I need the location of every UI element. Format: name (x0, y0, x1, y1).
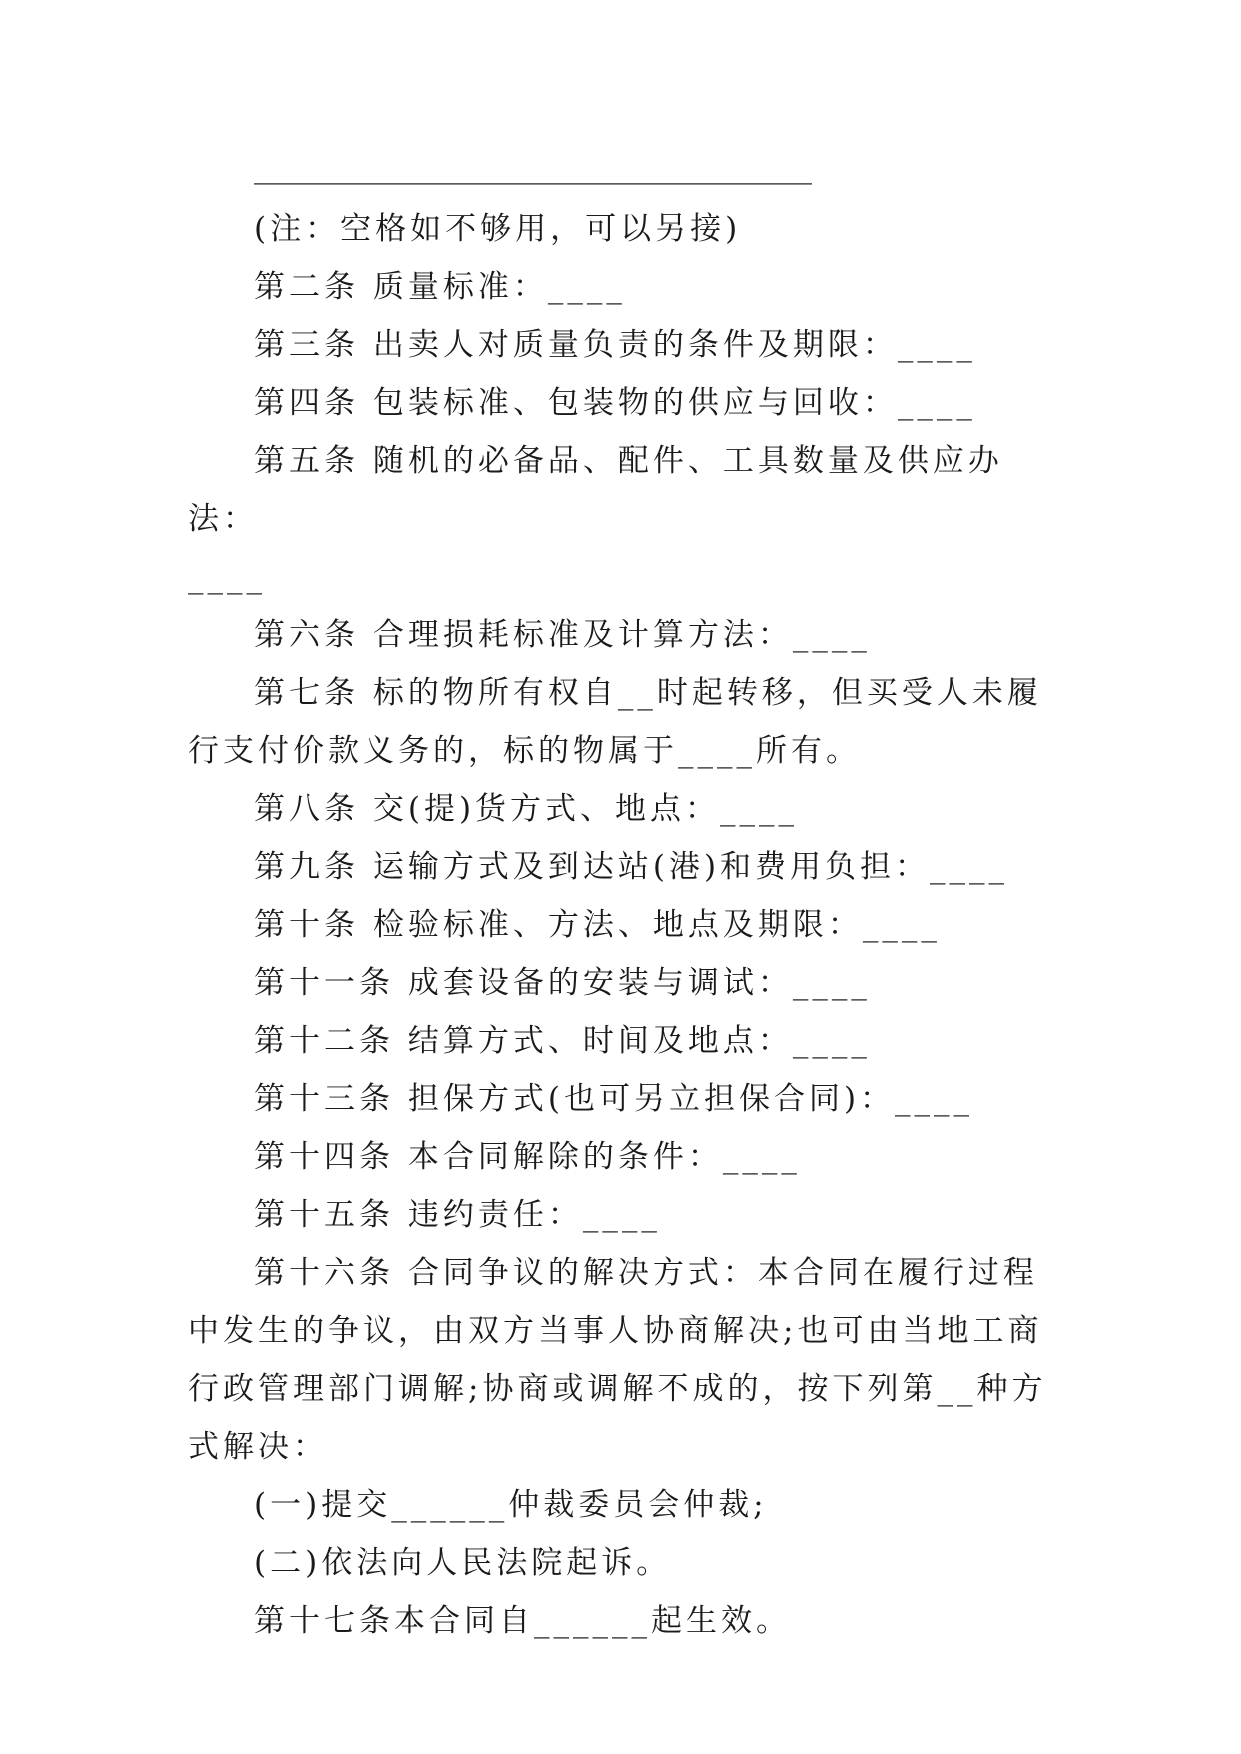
article-12: 第十二条 结算方式、时间及地点：____ (254, 1023, 871, 1059)
article-6: 第六条 合理损耗标准及计算方法：____ (254, 617, 871, 653)
article-4: 第四条 包装标准、包装物的供应与回收：____ (254, 385, 976, 421)
article-3: 第三条 出卖人对质量负责的条件及期限：____ (254, 327, 976, 363)
option-1: (一)提交______仲裁委员会仲裁; (254, 1487, 768, 1523)
article-5-blank: ____ (188, 559, 266, 595)
article-14: 第十四条 本合同解除的条件：____ (254, 1139, 801, 1175)
article-11: 第十一条 成套设备的安装与调试：____ (254, 965, 871, 1001)
article-9: 第九条 运输方式及到达站(港)和费用负担：____ (254, 849, 1009, 885)
article-16: 第十六条 合同争议的解决方式：本合同在履行过程中发生的争议，由双方当事人协商解决;也可由当地工商行政管理部门调解;协商或调解不成的，按下列第__种方式解决： (188, 1255, 1047, 1465)
article-15: 第十五条 违约责任：____ (254, 1197, 661, 1233)
article-2: 第二条 质量标准：____ (254, 269, 626, 305)
document-body (188, 149, 1058, 1650)
dash-line: ____________________________________ (254, 149, 812, 185)
article-8: 第八条 交(提)货方式、地点：____ (254, 791, 799, 827)
article-13: 第十三条 担保方式(也可另立担保合同)：____ (254, 1081, 974, 1117)
article-5: 第五条 随机的必备品、配件、工具数量及供应办法： (188, 443, 1003, 537)
article-10: 第十条 检验标准、方法、地点及期限：____ (254, 907, 941, 943)
note-text: (注：空格如不够用，可以另接) (254, 211, 742, 247)
article-7: 第七条 标的物所有权自__时起转移，但买受人未履行支付价款义务的，标的物属于____所有。 (188, 675, 1042, 769)
option-2: (二)依法向人民法院起诉。 (254, 1545, 672, 1581)
article-17: 第十七条本合同自______起生效。 (254, 1603, 791, 1639)
